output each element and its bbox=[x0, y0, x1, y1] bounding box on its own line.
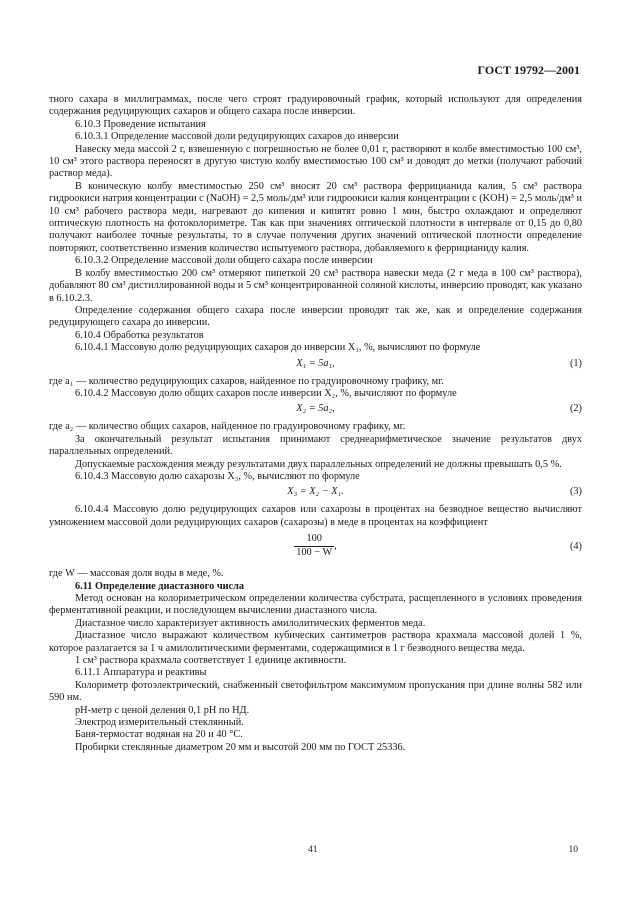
formula-expression: X₁ = 5a₁, bbox=[296, 357, 335, 369]
formula-number: (1) bbox=[569, 357, 582, 369]
document-code: ГОСТ 19792—2001 bbox=[477, 63, 580, 77]
paragraph: Баня-термостат водяная на 20 и 40 °С. bbox=[75, 729, 243, 741]
paragraph: Определение содержания общего сахара после инверсии проводят так же, как и определение содержания редуцирующего сахара до инверсии. bbox=[49, 304, 582, 329]
paragraph: В колбу вместимостью 200 см³ отмеряют пипеткой 20 см³ раствора навески меда (2 г меда в 100 см³ раствора), добавляют 80 см³ дистиллированной воды и 5 см³ концентрированной соляной кислоты, инверсию проводят, как указано в 6.10.2.3. bbox=[49, 267, 582, 304]
section-heading: 6.10.3.2 Определение массовой доли общего сахара после инверсии bbox=[75, 255, 373, 267]
document-body bbox=[49, 94, 582, 754]
paragraph: Диастазное число характеризует активность амилолитических ферментов меда. bbox=[75, 617, 426, 629]
formula-expression: X₂ = 5a₂, bbox=[296, 403, 335, 415]
section-heading: 6.11 Определение диастазного числа bbox=[75, 580, 245, 592]
section-heading: 6.11.1 Аппаратура и реактивы bbox=[75, 667, 207, 679]
paragraph: где a₂ — количество общих сахаров, найденное по градуировочному графику, мг. bbox=[49, 421, 406, 433]
formula-number: (3) bbox=[569, 486, 582, 498]
fraction-denominator: 100 − W bbox=[296, 546, 333, 558]
paragraph: Пробирки стеклянные диаметром 20 мм и высотой 200 мм по ГОСТ 25336. bbox=[75, 741, 406, 753]
formula-number: (4) bbox=[569, 541, 582, 553]
formula-1 bbox=[49, 358, 582, 373]
paragraph: 6.10.4.1 Массовую долю редуцирующих сахаров до инверсии X₁, %, вычисляют по формуле bbox=[75, 342, 481, 354]
paragraph: Колориметр фотоэлектрический, снабженный светофильтром максимумом пропускания при длине волны 582 или 590 нм. bbox=[49, 679, 582, 704]
section-heading: 6.10.3 Проведение испытания bbox=[75, 118, 206, 130]
paragraph: Навеску меда массой 2 г, взвешенную с погрешностью не более 0,01 г, растворяют в колбе вместимостью 100 см³, 10 см³ этого раствора переносят в другую чистую колбу вместимостью 100 см³ и доводят до метки (получают рабочий раствор меда). bbox=[49, 143, 582, 180]
formula-tail: , bbox=[334, 540, 337, 552]
paragraph: Допускаемые расхождения между результатами двух параллельных определений не должны превышать 0,5 %. bbox=[75, 458, 562, 470]
paragraph: Электрод измерительный стеклянный. bbox=[75, 717, 244, 729]
formula-expression: X₃ = X₂ − X₁. bbox=[287, 486, 344, 498]
paragraph: Диастазное число выражают количеством кубических сантиметров раствора крахмала массовой долей 1 %, которое разлагается за 1 ч амилолитическими ферментами, содержащимися в 1 г безводного вещества меда. bbox=[49, 630, 582, 654]
formula-4 bbox=[49, 533, 582, 563]
page-number: 41 bbox=[308, 845, 318, 855]
paragraph: 6.10.4.3 Массовую долю сахарозы X₃, %, вычисляют по формуле bbox=[75, 470, 360, 482]
fraction-numerator: 100 bbox=[294, 533, 334, 546]
fraction bbox=[294, 533, 334, 559]
paragraph: Метод основан на колориметрическом определении количества субстрата, расщепленного в условиях проведения ферментативной реакции, и последующем вычислении диастазного числа. bbox=[49, 593, 582, 617]
paragraph: За окончательный результат испытания принимают среднеарифметическое значение результатов двух параллельных определений. bbox=[49, 433, 582, 458]
paragraph: 6.10.4.2 Массовую долю общих сахаров после инверсии X₂, %, вычисляют по формуле bbox=[75, 387, 457, 399]
paragraph: тного сахара в миллиграммах, после чего строят градуировочный график, который используют для определения содержания редуцирующих сахаров и общего сахара после инверсии. bbox=[49, 94, 582, 118]
formula-3 bbox=[49, 486, 582, 501]
paragraph: В коническую колбу вместимостью 250 см³ вносят 20 см³ раствора феррицианида калия, 5 см³ раствора гидроокиси натрия концентрации с (NaOH) = 2,5 моль/дм³ или гидроокиси калия концентрации с (KOH) = 2,5 моль/дм³ и 10 см³ рабочего раствора меди, нагревают до кипения и кипятят ровно 1 мин, быстро охлаждают и определяют оптическую плотность на фотоколориметре. Так как при значениях оптической плотности в интервале от 0,15 до 0,80 получают наиболее точные результаты, то в случае получения других значений оптической плотности определение повторяют, соответственно изменив количество испытуемого раствора, добавляемого к феррицианиду калия. bbox=[49, 180, 582, 254]
formula-2 bbox=[49, 403, 582, 418]
paragraph: где a₁ — количество редуцирующих сахаров, найденное по градуировочному графику, мг. bbox=[49, 375, 444, 387]
formula-number: (2) bbox=[569, 403, 582, 415]
paragraph: pH-метр с ценой деления 0,1 pH по НД. bbox=[75, 704, 250, 716]
paragraph: 6.10.4.4 Массовую долю редуцирующих сахаров или сахарозы в процентах на безводное вещество вычисляют умножением массовой доли редуцирующих сахаров (сахарозы) в меде в процентах на коэффициент bbox=[49, 504, 582, 528]
sheet-number: 10 bbox=[568, 845, 578, 855]
paragraph: где W — массовая доля воды в меде, %. bbox=[49, 568, 224, 580]
section-heading: 6.10.4 Обработка результатов bbox=[75, 329, 204, 341]
paragraph: 1 см³ раствора крахмала соответствует 1 единице активности. bbox=[75, 655, 347, 667]
section-heading: 6.10.3.1 Определение массовой доли редуцирующих сахаров до инверсии bbox=[75, 131, 399, 143]
